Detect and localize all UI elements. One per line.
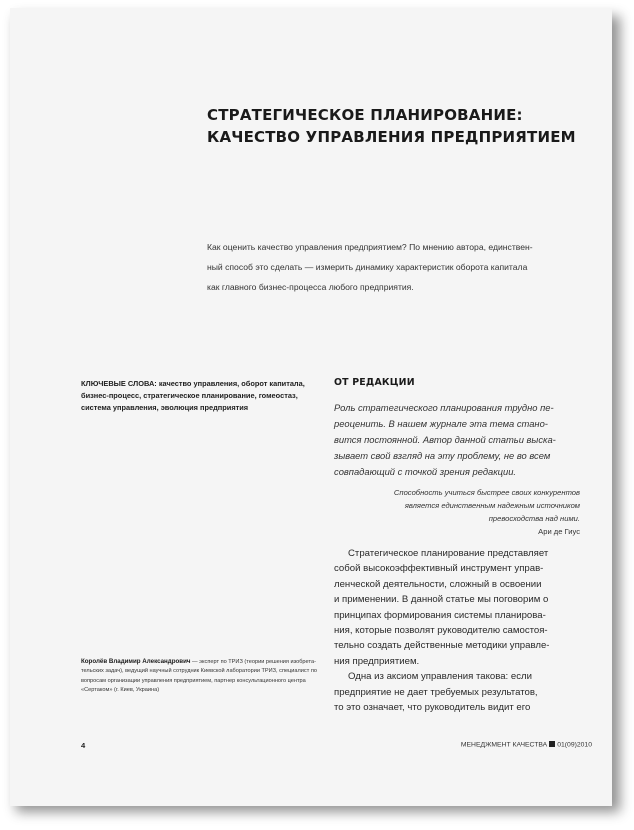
epigraph-line: Способность учиться быстрее своих конкурентов [393,488,580,497]
body-line: ния, которые позволят руководителю самостоя- [334,625,548,637]
article-title [207,104,587,148]
epigraph-line: является единственным надежным источником [404,501,580,510]
editorial-note [334,400,582,480]
bio-line [81,657,321,667]
keywords-block [81,378,321,414]
author-name: Королёв Владимир Александрович [81,658,191,665]
paragraph [334,669,590,684]
body-line: то это означает, что руководитель видит его [334,702,531,714]
title-line: СТРАТЕГИЧЕСКОЕ ПЛАНИРОВАНИЕ: [207,106,523,124]
lead-line: как главного бизнес-процесса любого предприятия. [207,282,414,292]
page-number: 4 [81,741,86,750]
journal-name: МЕНЕДЖМЕНТ КАЧЕСТВА [460,741,548,749]
square-separator-icon [549,741,555,747]
editorial-heading: ОТ РЕДАКЦИИ [334,377,415,388]
bio-line: тельских задач), ведущий научный сотрудник Киевской лаборатории ТРИЗ, специалист по [81,668,317,675]
body-line: Стратегическое планирование представляет [348,548,549,559]
article-lead [207,237,589,297]
body-line: ния предприятием. [334,655,420,667]
keywords-line: система управления, эволюция предприятия [81,403,249,412]
editorial-line: реоценить. В нашем журнале эта тема стано- [334,418,548,429]
body-line: и применении. В данной статье мы поговорим о [334,594,549,606]
author-bio [81,657,321,696]
editorial-line: совпадающий с точкой зрения редакции. [334,466,517,477]
editorial-line: Роль стратегического планирования трудно пе- [334,402,554,413]
editorial-line: зывает свой взгляд на эту проблему, не во всем [334,450,551,461]
title-line: КАЧЕСТВО УПРАВЛЕНИЯ ПРЕДПРИЯТИЕМ [207,128,576,146]
epigraph [340,486,580,538]
epigraph-line: превосходства над ними. [488,514,580,523]
editorial-line: вится постоянной. Автор данной статьи выска- [334,434,556,445]
paragraph [334,546,590,561]
bio-line: вопросам организации управления предприятием, партнер консультационного центра [81,677,306,684]
body-line: тельно создать действенные методики управле- [334,640,550,652]
bio-text: — эксперт по ТРИЗ (теории решения изобрета- [190,659,316,665]
issue-number: 01(09)2010 [557,741,592,749]
keywords-label: КЛЮЧЕВЫЕ СЛОВА: [81,379,157,388]
body-line: ленческой деятельности, сложный в освоении [334,578,542,590]
lead-line: Как оценить качество управления предприятием? По мнению автора, единствен- [207,242,533,252]
keywords-text: качество управления, оборот капитала, [156,379,305,388]
body-line: собой высокоэффективный инструмент управ- [334,563,544,575]
article-body [334,546,590,715]
bio-line: «Сертаком» (г. Киев, Украина) [81,687,160,694]
lead-line: ный способ это сделать — измерить динамику характеристик оборота капитала [207,262,528,272]
journal-footer [440,741,592,749]
keywords-line: бизнес-процесс, стратегическое планирование, гомеостаз, [81,391,298,400]
body-line: предприятие не дает требуемых результатов, [334,686,538,698]
epigraph-author: Ари де Гиус [538,527,580,536]
body-line: принципах формирования системы планирова- [334,609,546,621]
keywords-line [81,378,321,390]
body-line: Одна из аксиом управления такова: если [348,671,532,683]
